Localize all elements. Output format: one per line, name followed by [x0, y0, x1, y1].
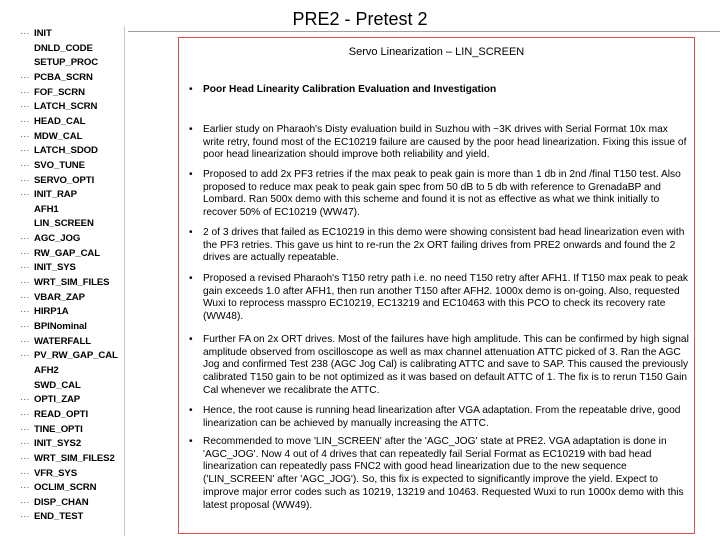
- state-item: [20, 131, 82, 143]
- bullet-text: Hence, the root cause is running head linearization after VGA adaptation. From the repeatable drive, good linearization can be achieved by manually increasing the ATTC.: [203, 405, 681, 429]
- tree-connector: ···: [20, 467, 30, 479]
- bullet-marker: •: [189, 169, 193, 180]
- state-item: [20, 233, 80, 245]
- tree-connector: ···: [20, 496, 30, 508]
- bullet-text: Proposed a revised Pharaoh's T150 retry path i.e. no need T150 retry after AFH1. If T150 max peak to peak gain exceeds 1.0 after AFH1, then run another T150 after AFH2. 1000x demo is on-going. Also, requested Wuxi to reprocess masspro EC10219, EC13219 and EC10463 with this PCO to check its recovery rate (WW48).: [203, 273, 688, 323]
- tree-connector: ···: [20, 145, 30, 157]
- state-label: AFH1: [34, 203, 59, 215]
- state-item: [20, 218, 94, 230]
- state-label: LATCH_SCRN: [34, 101, 98, 113]
- state-item: [20, 116, 85, 128]
- state-label: READ_OPTI: [34, 408, 89, 420]
- tree-connector: ···: [20, 189, 30, 201]
- tree-connector: ···: [20, 277, 30, 289]
- tree-connector: ···: [20, 350, 30, 362]
- state-item: [20, 438, 81, 450]
- slide-title: PRE2 - Pretest 2: [292, 9, 428, 29]
- tree-connector: ···: [20, 86, 30, 98]
- content-panel: [178, 37, 695, 534]
- tree-connector: ···: [20, 247, 30, 259]
- state-label: WRT_SIM_FILES2: [34, 452, 115, 464]
- state-item: [20, 204, 59, 216]
- tree-connector: ···: [20, 482, 30, 494]
- state-label: OCLIM_SCRN: [34, 482, 97, 494]
- tree-connector: ···: [20, 174, 30, 186]
- state-item: [20, 160, 85, 172]
- state-item: [20, 28, 52, 40]
- state-label: WRT_SIM_FILES: [34, 277, 110, 289]
- state-label: DNLD_CODE: [34, 42, 93, 54]
- bullet-marker: •: [189, 227, 193, 238]
- state-item: [20, 306, 69, 318]
- state-label: INIT: [34, 28, 52, 39]
- state-item: [20, 277, 109, 289]
- state-item: [20, 482, 96, 494]
- state-label: SETUP_PROC: [34, 57, 99, 69]
- state-item: [20, 497, 89, 509]
- state-label: DISP_CHAN: [34, 496, 89, 508]
- bullet-text: 2 of 3 drives that failed as EC10219 in this demo were showing consistent bad head linearization even with the PF3 retries. This gave us hint to re-run the 2x ORT failing drives from PRE2 onwards and found the 2 drives are actually repeatable.: [203, 227, 685, 264]
- state-label: VBAR_ZAP: [34, 291, 85, 303]
- bullet-item: [189, 227, 689, 265]
- tree-connector: ···: [20, 28, 30, 39]
- state-label: OPTI_ZAP: [34, 394, 81, 406]
- tree-connector: ···: [20, 262, 30, 274]
- bullet-marker: •: [189, 436, 193, 447]
- state-item: [20, 409, 88, 421]
- state-label: WATERFALL: [34, 335, 92, 347]
- tree-connector: ···: [20, 159, 30, 171]
- tree-connector: ···: [20, 394, 30, 406]
- bullet-marker: •: [189, 334, 193, 345]
- tree-connector: ···: [20, 423, 30, 435]
- bullet-text: Further FA on 2x ORT drives. Most of the failures have high amplitude. This can be confirmed by high signal amplitude observed from oscilloscope as well as max channel attenuation ATTC picked of 3. Ran the AGC Jog and confirmed Test 238 (AGC Jog Cal) is calibrating ATTC and save to SAP. This caused the previously calibrated T150 gain to be not optimized as it was based on default ATTC of 1. The fix is to rerun T150 Gain Cal whenever we recalibrate the ATTC.: [203, 334, 689, 396]
- bullet-marker: •: [189, 273, 193, 284]
- state-item: [20, 336, 91, 348]
- bullet-text: Earlier study on Pharaoh's Disty evaluation build in Suzhou with ~3K drives with Serial Format 10x max write retry, found most of the EC10219 failure are caused by the poor head linearization. Fixing this issue of poor head linearization should improve both reliability and yield.: [203, 124, 687, 161]
- bullet-text: Recommended to move 'LIN_SCREEN' after the 'AGC_JOG' state at PRE2. VGA adaptation is done in 'AGC_JOG'. Now 4 out of 4 drives that can repeatedly fail Serial Format as EC10219 with bad head linearization can repeatedly pass FNC2 with good head linearization due to the new sequence ('LIN_SCREEN' after 'AGC_JOG'). So, this fix is expected to significantly improve the yield. Expect to improve major error codes such as 10219, 13219 and 10463. Requested Wuxi to run 1000x demo with this latest proposal (WW49).: [203, 436, 684, 511]
- bullet-marker: •: [189, 124, 193, 135]
- state-item: [20, 468, 77, 480]
- test-state-list: [20, 26, 125, 536]
- state-label: SVO_TUNE: [34, 159, 85, 171]
- state-label: AFH2: [34, 364, 59, 376]
- bullet-marker: •: [189, 84, 193, 95]
- tree-connector: ···: [20, 233, 30, 245]
- tree-connector: ···: [20, 335, 30, 347]
- state-label: HEAD_CAL: [34, 115, 86, 127]
- state-label: MDW_CAL: [34, 130, 83, 142]
- bullet-item: [189, 405, 689, 430]
- tree-connector: ···: [20, 291, 30, 303]
- tree-connector: ···: [20, 130, 30, 142]
- state-item: [20, 248, 100, 260]
- state-item: [20, 72, 93, 84]
- state-label: END_TEST: [34, 511, 84, 523]
- bullet-item: [189, 84, 689, 97]
- state-item: [20, 145, 98, 157]
- bullet-marker: •: [189, 405, 193, 416]
- state-label: INIT_RAP: [34, 189, 77, 201]
- state-item: [20, 321, 87, 333]
- state-label: SWD_CAL: [34, 379, 81, 391]
- bullet-text: Poor Head Linearity Calibration Evaluation and Investigation: [203, 84, 497, 95]
- state-item: [20, 262, 76, 274]
- state-item: [20, 365, 59, 377]
- bullet-item: [189, 169, 689, 220]
- state-item: [20, 380, 81, 392]
- state-item: [20, 424, 83, 436]
- state-label: INIT_SYS2: [34, 438, 82, 450]
- tree-connector: ···: [20, 438, 30, 450]
- state-label: PV_RW_GAP_CAL: [34, 350, 118, 362]
- state-label: LATCH_SDOD: [34, 145, 98, 157]
- state-item: [20, 453, 115, 465]
- tree-connector: ···: [20, 71, 30, 83]
- state-item: [20, 57, 98, 69]
- tree-connector: ···: [20, 101, 30, 113]
- tree-connector: ···: [20, 115, 30, 127]
- panel-heading: Servo Linearization – LIN_SCREEN: [348, 46, 525, 58]
- bullet-item: [189, 334, 689, 398]
- bullet-item: [189, 124, 689, 162]
- state-item: [20, 175, 94, 187]
- state-item: [20, 350, 118, 362]
- state-item: [20, 189, 77, 201]
- state-label: INIT_SYS: [34, 262, 76, 274]
- state-label: FOF_SCRN: [34, 86, 85, 98]
- state-item: [20, 43, 93, 55]
- tree-connector: ···: [20, 452, 30, 464]
- state-item: [20, 511, 83, 523]
- state-label: AGC_JOG: [34, 233, 81, 245]
- bullet-text: Proposed to add 2x PF3 retries if the max peak to peak gain is more than 1 db in 2nd /final T150 test. Also proposed to reduce max peak to peak gain spec from 50 dB to 5 db with reference to GrenadaBP and Lombard. Ran 500x demo with this scheme and found it is not as effective as what we think initially to recover 50% of EC10219 (WW47).: [203, 169, 681, 219]
- tree-connector: ···: [20, 306, 30, 318]
- title-divider: [128, 31, 720, 32]
- state-item: [20, 87, 85, 99]
- state-label: LIN_SCREEN: [34, 218, 94, 230]
- state-label: VFR_SYS: [34, 467, 78, 479]
- state-label: PCBA_SCRN: [34, 71, 93, 83]
- tree-connector: ···: [20, 511, 30, 523]
- tree-connector: ···: [20, 321, 30, 332]
- state-label: TINE_OPTI: [34, 423, 83, 435]
- tree-connector: ···: [20, 408, 30, 420]
- state-item: [20, 101, 97, 113]
- state-label: BPINominal: [34, 321, 87, 332]
- state-label: SERVO_OPTI: [34, 174, 95, 186]
- state-item: [20, 394, 80, 406]
- state-label: RW_GAP_CAL: [34, 247, 100, 259]
- state-item: [20, 292, 85, 304]
- bullet-item: [189, 273, 689, 324]
- state-label: HIRP1A: [34, 306, 69, 318]
- bullet-item: [189, 436, 689, 512]
